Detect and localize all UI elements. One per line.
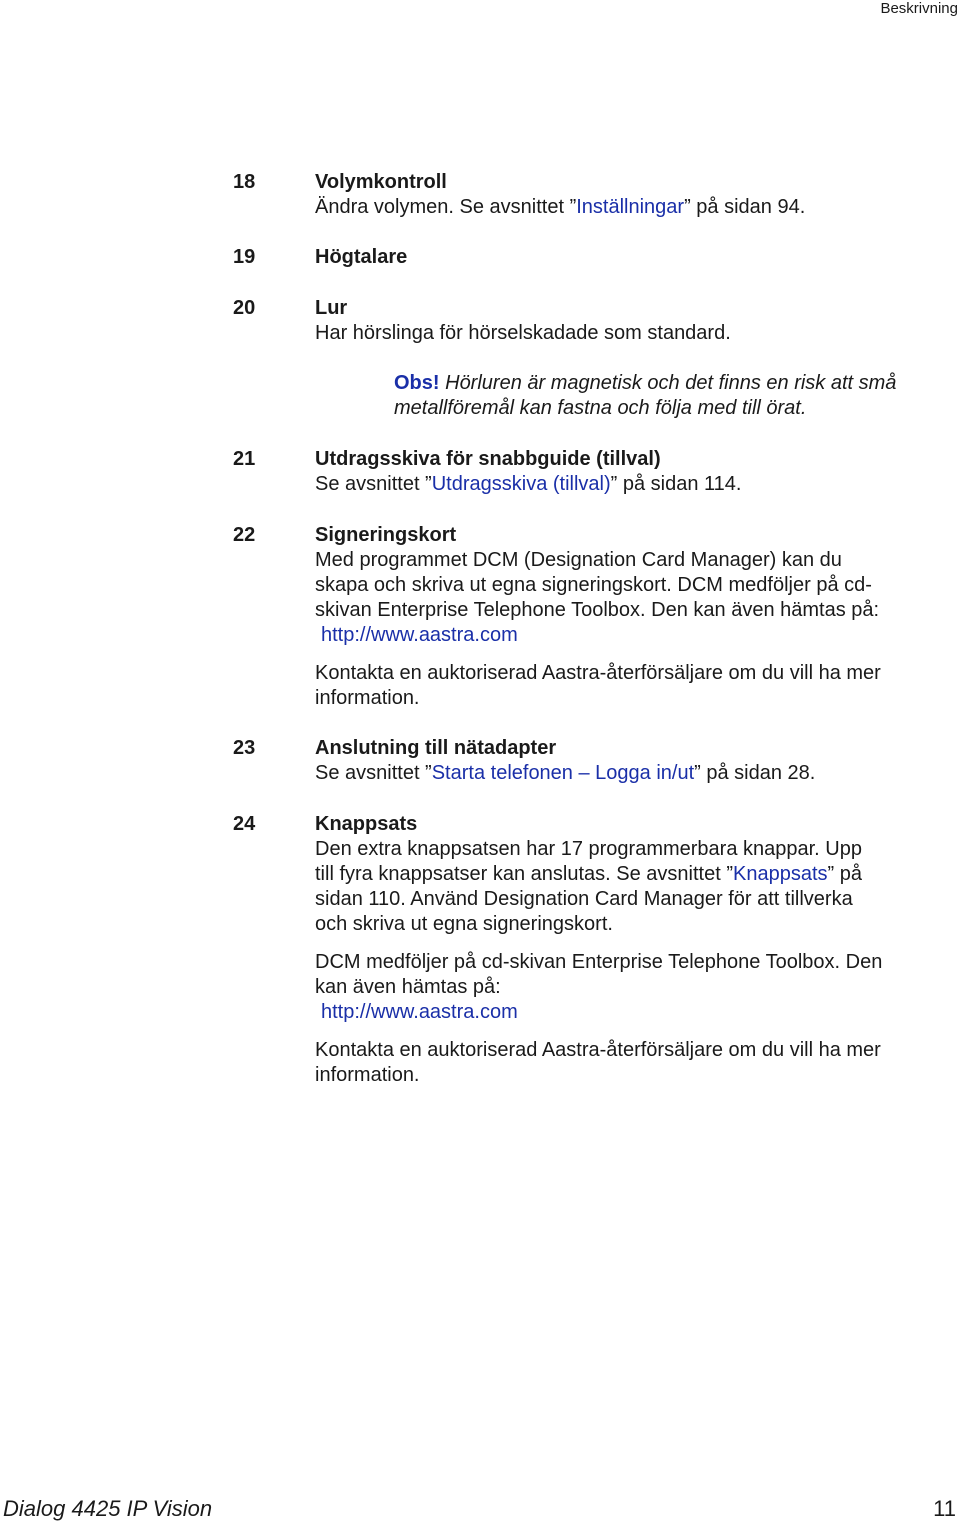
item-number: 18 — [233, 171, 256, 193]
description-list — [233, 170, 960, 1088]
item-paragraph — [315, 1038, 960, 1088]
link-utdragsskiva[interactable]: Utdragsskiva (tillval) — [431, 473, 611, 495]
item-title: Volymkontroll — [315, 171, 447, 193]
link-starta-telefonen[interactable]: Starta telefonen – Logga in/ut — [431, 762, 695, 784]
item-text — [315, 862, 960, 887]
text-segment: ” på sidan 28. — [694, 762, 816, 784]
text-segment: till fyra knappsatser kan anslutas. Se avsnittet ” — [315, 863, 733, 885]
text-line: information. — [315, 687, 420, 709]
text-segment: ” på — [827, 863, 862, 885]
link-aastra-url[interactable]: http://www.aastra.com — [321, 624, 518, 646]
text-line: Kontakta en auktoriserad Aastra-återförsäljare om du vill ha mer — [315, 662, 881, 684]
item-text: Den extra knappsatsen har 17 programmerbara knappar. Upp — [315, 838, 862, 860]
list-item-23 — [233, 736, 960, 786]
footer-page-number: 11 — [933, 1496, 956, 1521]
link-aastra-url[interactable]: http://www.aastra.com — [321, 1001, 518, 1023]
item-number: 19 — [233, 246, 256, 268]
item-paragraph — [315, 950, 960, 1025]
text-segment: ” på sidan 114. — [610, 473, 742, 495]
item-paragraph — [315, 661, 960, 711]
text-segment: Ändra volymen. Se avsnittet ” — [315, 196, 577, 218]
text-segment: ” på sidan 94. — [684, 196, 806, 218]
text-segment: Se avsnittet ” — [315, 473, 432, 495]
footer-document-title: Dialog 4425 IP Vision — [3, 1496, 213, 1521]
link-installningar[interactable]: Inställningar — [576, 196, 685, 218]
item-text — [315, 472, 960, 497]
item-title: Signeringskort — [315, 524, 457, 546]
text-line: DCM medföljer på cd-skivan Enterprise Telephone Toolbox. Den — [315, 951, 883, 973]
item-number: 20 — [233, 297, 256, 319]
item-text — [315, 761, 960, 786]
list-item-22 — [233, 523, 960, 711]
text-segment: Se avsnittet ” — [315, 762, 432, 784]
text-line: Kontakta en auktoriserad Aastra-återförsäljare om du vill ha mer — [315, 1039, 881, 1061]
item-text — [315, 195, 960, 220]
list-item-19 — [233, 245, 960, 270]
note-label: Obs! — [394, 372, 440, 394]
list-item-21 — [233, 447, 960, 497]
item-text: Med programmet DCM (Designation Card Manager) kan du — [315, 549, 842, 571]
text-line: kan även hämtas på: — [315, 976, 501, 998]
item-text: skivan Enterprise Telephone Toolbox. Den kan även hämtas på: — [315, 599, 880, 621]
item-title: Högtalare — [315, 246, 408, 268]
item-title: Knappsats — [315, 813, 418, 835]
note — [394, 371, 960, 421]
running-header: Beskrivning — [880, 0, 958, 17]
note-text: Hörluren är magnetisk och det finns en risk att små — [439, 372, 897, 394]
item-number: 24 — [233, 813, 256, 835]
list-item-18 — [233, 170, 960, 220]
item-title: Lur — [315, 297, 348, 319]
item-number: 22 — [233, 524, 256, 546]
item-text: sidan 110. Använd Designation Card Manager för att tillverka — [315, 888, 853, 910]
item-title: Utdragsskiva för snabbguide (tillval) — [315, 448, 661, 470]
item-title: Anslutning till nätadapter — [315, 737, 557, 759]
item-text: Har hörslinga för hörselskadade som standard. — [315, 322, 731, 344]
item-text: skapa och skriva ut egna signeringskort. DCM medföljer på cd- — [315, 574, 872, 596]
item-number: 23 — [233, 737, 256, 759]
item-text: och skriva ut egna signeringskort. — [315, 913, 613, 935]
list-item-20 — [233, 296, 960, 421]
item-number: 21 — [233, 448, 256, 470]
list-item-24 — [233, 812, 960, 1088]
note-text: metallföremål kan fastna och följa med till örat. — [394, 397, 807, 419]
link-knappsats[interactable]: Knappsats — [732, 863, 828, 885]
text-line: information. — [315, 1064, 420, 1086]
